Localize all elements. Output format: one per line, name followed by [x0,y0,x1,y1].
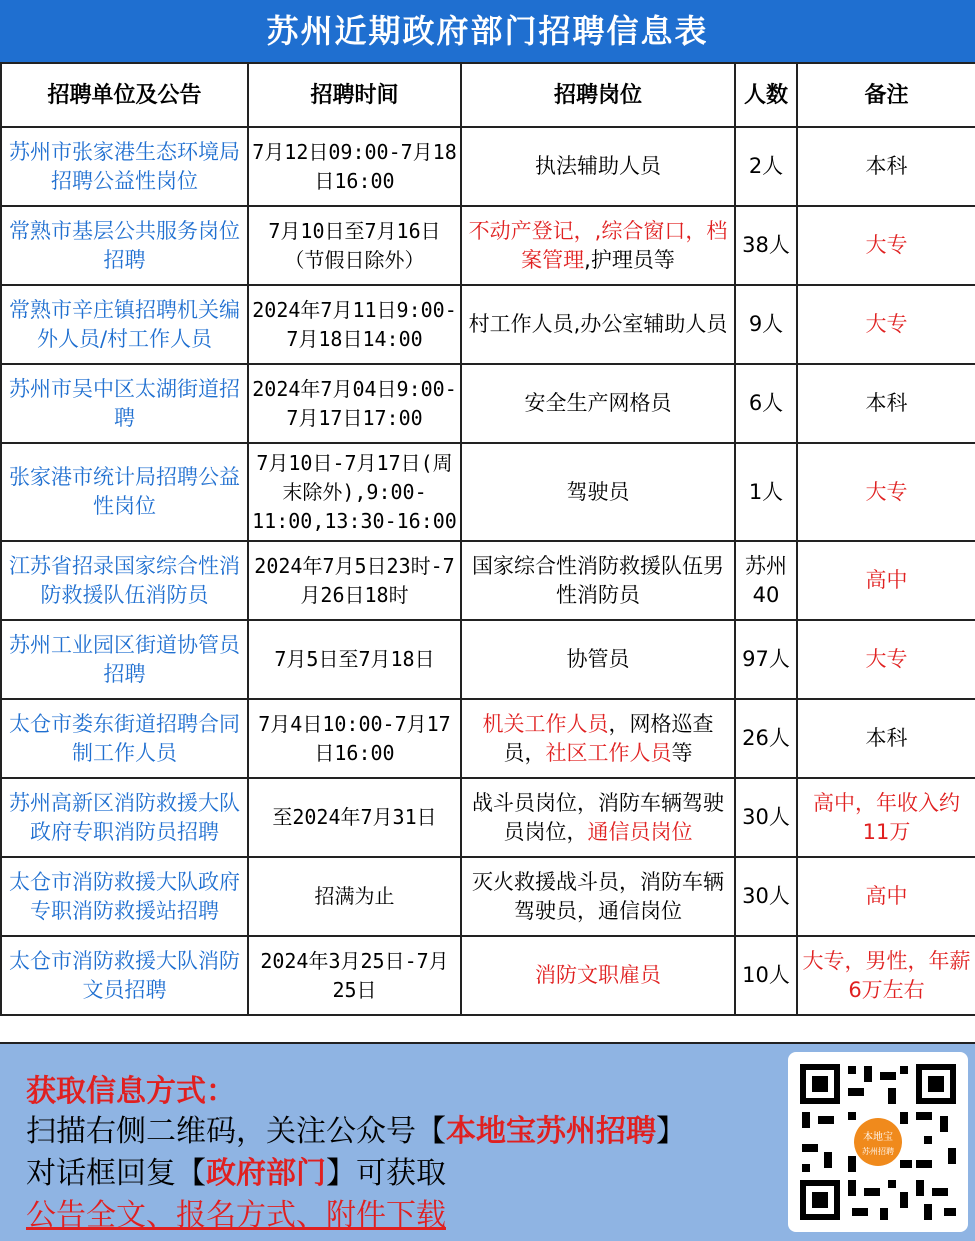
unit-cell[interactable]: 苏州工业园区街道协管员招聘 [1,620,248,699]
qr-code[interactable] [788,1052,968,1232]
post-cell [461,936,735,1015]
count-cell: 1人 [735,443,797,541]
post-text: 通信员岗位 [587,819,693,844]
post-text: 消防文职雇员 [535,963,661,987]
footer-heading: 获取信息方式： [26,1074,236,1109]
qr-code-icon [788,1052,968,1232]
time-cell: 7月10日-7月17日(周末除外),9:00-11:00,13:30-16:00 [248,443,461,541]
table-row [1,936,975,1015]
count-cell: 38人 [735,206,797,285]
table-row [1,541,975,620]
note-cell: 本科 [797,364,975,443]
unit-cell[interactable]: 苏州市吴中区太湖街道招聘 [1,364,248,443]
post-text: 等 [671,740,693,765]
qr-caption-top: 本地宝 [863,1132,893,1143]
footer-link[interactable]: 公告全文、报名方式、附件下载 [26,1198,446,1233]
note-cell: 本科 [797,699,975,778]
table-row [1,857,975,936]
post-text: 社区工作人员 [545,740,672,765]
post-cell [461,285,735,364]
post-cell [461,364,735,443]
post-cell [461,127,735,206]
post-cell [461,699,735,778]
time-cell: 7月5日至7月18日 [248,620,461,699]
note-cell: 大专 [797,206,975,285]
info-footer [0,1042,975,1241]
unit-cell[interactable]: 苏州市张家港生态环境局招聘公益性岗位 [1,127,248,206]
unit-cell[interactable]: 太仓市娄东街道招聘合同制工作人员 [1,699,248,778]
post-text: 国家综合性消防救援队伍男性消防员 [472,553,724,607]
post-text: 机关工作人员 [482,711,609,736]
count-cell: 2人 [735,127,797,206]
count-cell: 26人 [735,699,797,778]
time-cell: 至2024年7月31日 [248,778,461,857]
time-cell: 7月12日09:00-7月18日16:00 [248,127,461,206]
note-cell: 高中 [797,857,975,936]
table-row [1,285,975,364]
post-cell [461,541,735,620]
post-text: 驾驶员 [566,479,630,504]
count-cell: 30人 [735,857,797,936]
unit-cell[interactable]: 太仓市消防救援大队政府专职消防救援站招聘 [1,857,248,936]
table-row [1,778,975,857]
footer-line-2: 对话框回复【政府部门】可获取 [26,1156,446,1191]
post-text: 执法辅助人员 [535,154,661,178]
count-cell: 97人 [735,620,797,699]
post-cell [461,857,735,936]
post-cell [461,778,735,857]
post-text: ,护理员等 [584,247,675,272]
unit-cell[interactable]: 苏州高新区消防救援大队政府专职消防员招聘 [1,778,248,857]
table-header-row [1,63,975,127]
count-cell: 10人 [735,936,797,1015]
note-cell: 大专，男性，年薪6万左右 [797,936,975,1015]
table-row [1,206,975,285]
unit-cell[interactable]: 常熟市辛庄镇招聘机关编外人员/村工作人员 [1,285,248,364]
unit-cell[interactable]: 太仓市消防救援大队消防文员招聘 [1,936,248,1015]
note-cell: 大专 [797,285,975,364]
page-title: 苏州近期政府部门招聘信息表 [0,0,975,62]
column-header: 招聘时间 [248,63,461,127]
recruitment-table [0,62,975,1016]
count-cell: 9人 [735,285,797,364]
column-header: 招聘单位及公告 [1,63,248,127]
time-cell: 2024年7月5日23时-7月26日18时 [248,541,461,620]
time-cell: 2024年3月25日-7月25日 [248,936,461,1015]
unit-cell[interactable]: 常熟市基层公共服务岗位招聘 [1,206,248,285]
unit-cell[interactable]: 张家港市统计局招聘公益性岗位 [1,443,248,541]
post-text: 协管员 [566,647,630,671]
note-cell: 高中，年收入约11万 [797,778,975,857]
note-cell: 大专 [797,620,975,699]
post-text: ，网格巡查员， [503,711,714,765]
count-cell: 6人 [735,364,797,443]
footer-line-1: 扫描右侧二维码，关注公众号【本地宝苏州招聘】 [26,1114,686,1149]
table-row [1,443,975,541]
time-cell: 招满为止 [248,857,461,936]
table-row [1,364,975,443]
table-row [1,699,975,778]
column-header: 备注 [797,63,975,127]
table-row [1,127,975,206]
post-cell [461,620,735,699]
time-cell: 7月10日至7月16日（节假日除外） [248,206,461,285]
column-header: 招聘岗位 [461,63,735,127]
time-cell: 7月4日10:00-7月17日16:00 [248,699,461,778]
note-cell: 高中 [797,541,975,620]
post-text: 安全生产网格员 [524,391,672,415]
column-header: 人数 [735,63,797,127]
time-cell: 2024年7月11日9:00-7月18日14:00 [248,285,461,364]
post-cell [461,443,735,541]
post-text: 村工作人员,办公室辅助人员 [468,312,728,336]
post-cell [461,206,735,285]
table-row [1,620,975,699]
post-text: 灭火救援战斗员，消防车辆驾驶员，通信岗位 [472,869,724,923]
note-cell: 本科 [797,127,975,206]
time-cell: 2024年7月04日9:00-7月17日17:00 [248,364,461,443]
qr-caption-bottom: 苏州招聘 [862,1147,894,1156]
count-cell: 30人 [735,778,797,857]
post-text: 不动产登记，,综合窗口，档案管理 [468,218,728,272]
note-cell: 大专 [797,443,975,541]
post-text: 战斗员岗位，消防车辆驾驶员岗位， [472,790,724,844]
count-cell: 苏州40 [735,541,797,620]
unit-cell[interactable]: 江苏省招录国家综合性消防救援队伍消防员 [1,541,248,620]
